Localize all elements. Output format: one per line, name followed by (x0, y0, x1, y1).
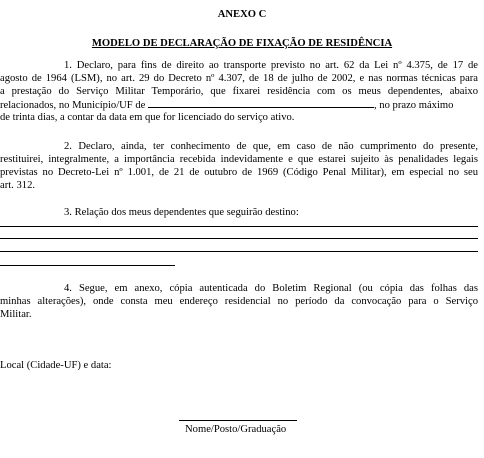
document-title: MODELO DE DECLARAÇÃO DE FIXAÇÃO DE RESIDÊNCIA (91, 38, 393, 49)
paragraph-3-line: 3. Relação dos meus dependentes que seguirão destino: (64, 207, 299, 218)
local-date-label: Local (Cidade-UF) e data: (0, 360, 112, 371)
paragraph-1-line: relacionados, no Município/UF de (0, 100, 146, 111)
paragraph-1-line: agosto de 1964 (LSM), no art. 29 do Decreto nº 4.307, de 18 de julho de 2002, e nas normas técnicas para (0, 73, 478, 84)
dependents-line-1[interactable] (0, 226, 478, 227)
paragraph-4-line: Militar. (0, 309, 32, 320)
dependents-line-2[interactable] (0, 238, 478, 239)
dependents-line-3[interactable] (0, 251, 478, 252)
paragraph-1-line: a prestação do Serviço Militar Temporário, que fixarei residência com os meus dependentes, abaixo (0, 86, 478, 97)
paragraph-1-line: de trinta dias, a contar da data em que for licenciado do serviço ativo. (0, 112, 295, 123)
paragraph-4-line: 4. Segue, em anexo, cópia autenticada do Boletim Regional (ou cópia das folhas das (64, 283, 478, 294)
signature-label: Nome/Posto/Graduação (185, 424, 287, 435)
annex-heading: ANEXO C (217, 9, 267, 20)
municipality-blank-field[interactable] (148, 98, 374, 108)
paragraph-2-line: restituirei, integralmente, a importância recebida indevidamente e que estarei sujeito às penalidades legais (0, 154, 478, 165)
paragraph-2-line: 2. Declaro, ainda, ter conhecimento de que, em caso de não cumprimento do presente, (64, 141, 478, 152)
signature-line[interactable] (179, 420, 297, 421)
paragraph-1-line: , no prazo máximo (374, 100, 454, 111)
dependents-line-4[interactable] (0, 265, 175, 266)
paragraph-1-municipality-line (0, 98, 478, 112)
paragraph-4-line: minhas alterações), onde consta meu endereço residencial no período da convocação para o Serviço (0, 296, 478, 307)
paragraph-2-line: art. 312. (0, 180, 36, 191)
paragraph-1-line: 1. Declaro, para fins de direito ao transporte previsto no art. 62 da Lei nº 4.375, de 17 de (64, 60, 478, 71)
paragraph-2-line: previstas no Decreto-Lei nº 1.001, de 21 de outubro de 1969 (Código Penal Militar), em especial no seu (0, 167, 478, 178)
